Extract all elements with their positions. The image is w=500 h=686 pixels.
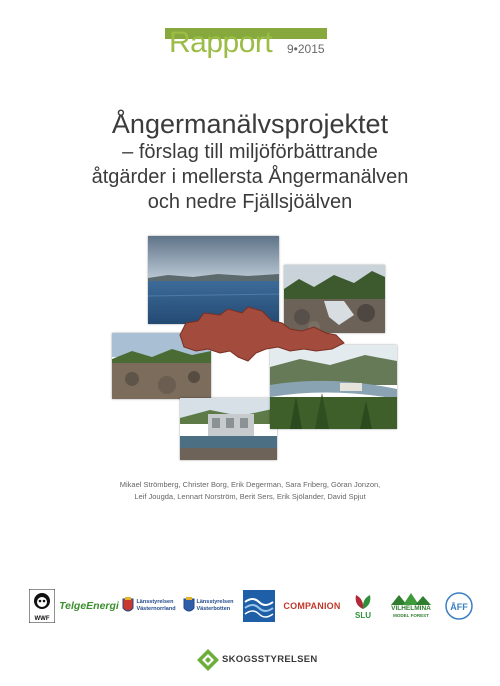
slu-logo: SLU bbox=[346, 588, 380, 624]
lansstyrelsen-vasterbotten-logo: Länsstyrelsen Västerbotten bbox=[180, 588, 236, 624]
telge-energi-logo: TelgeEnergi bbox=[59, 600, 119, 612]
vilhelmina-model-forest-logo: VILHELMINA MODEL FOREST bbox=[382, 588, 440, 624]
coat-of-arms-icon bbox=[122, 597, 134, 615]
leaf-icon bbox=[350, 593, 376, 611]
svg-text:WWF: WWF bbox=[34, 616, 50, 622]
subtitle-line-1: – förslag till miljöförbättrande bbox=[122, 141, 378, 163]
report-banner bbox=[165, 28, 327, 58]
report-title: Ångermanälvsprojektet bbox=[111, 109, 389, 139]
region-map-shape bbox=[176, 305, 348, 363]
diamond-leaf-icon bbox=[196, 648, 220, 672]
banner-word: Rapport bbox=[169, 26, 273, 59]
subtitle-line-2: åtgärder i mellersta Ångermanälven bbox=[91, 166, 409, 188]
title-block bbox=[0, 108, 500, 215]
authors-line-1: Mikael Strömberg, Christer Borg, Erik Degerman, Sara Friberg, Göran Jonzon, bbox=[119, 480, 381, 489]
footer-name: SKOGSSTYRELSEN bbox=[222, 654, 318, 665]
companion-logo: COMPANION bbox=[283, 601, 341, 611]
forest-icon bbox=[391, 593, 431, 605]
panda-icon bbox=[29, 589, 55, 623]
coat-of-arms-icon bbox=[183, 597, 195, 615]
aff-logo bbox=[444, 588, 474, 624]
blue-waves-logo bbox=[242, 588, 276, 624]
aff-badge-icon bbox=[445, 592, 473, 620]
partner-logos bbox=[28, 588, 478, 624]
water-waves-icon bbox=[243, 590, 275, 622]
report-number: 9•2015 bbox=[287, 42, 325, 56]
wwf-logo bbox=[28, 588, 56, 624]
power-plant-photo bbox=[180, 398, 277, 460]
authors-line-2: Leif Jougda, Lennart Norström, Berit Sers, Erik Sjölander, David Spjut bbox=[134, 492, 366, 501]
lansstyrelsen-vasternorrland-logo: Länsstyrelsen Västernorrland bbox=[122, 588, 176, 624]
svg-text:ÅFF: ÅFF bbox=[450, 602, 468, 612]
skogsstyrelsen-logo bbox=[196, 648, 316, 672]
subtitle-line-3: och nedre Fjällsjöälven bbox=[147, 191, 353, 213]
author-list bbox=[0, 479, 500, 503]
